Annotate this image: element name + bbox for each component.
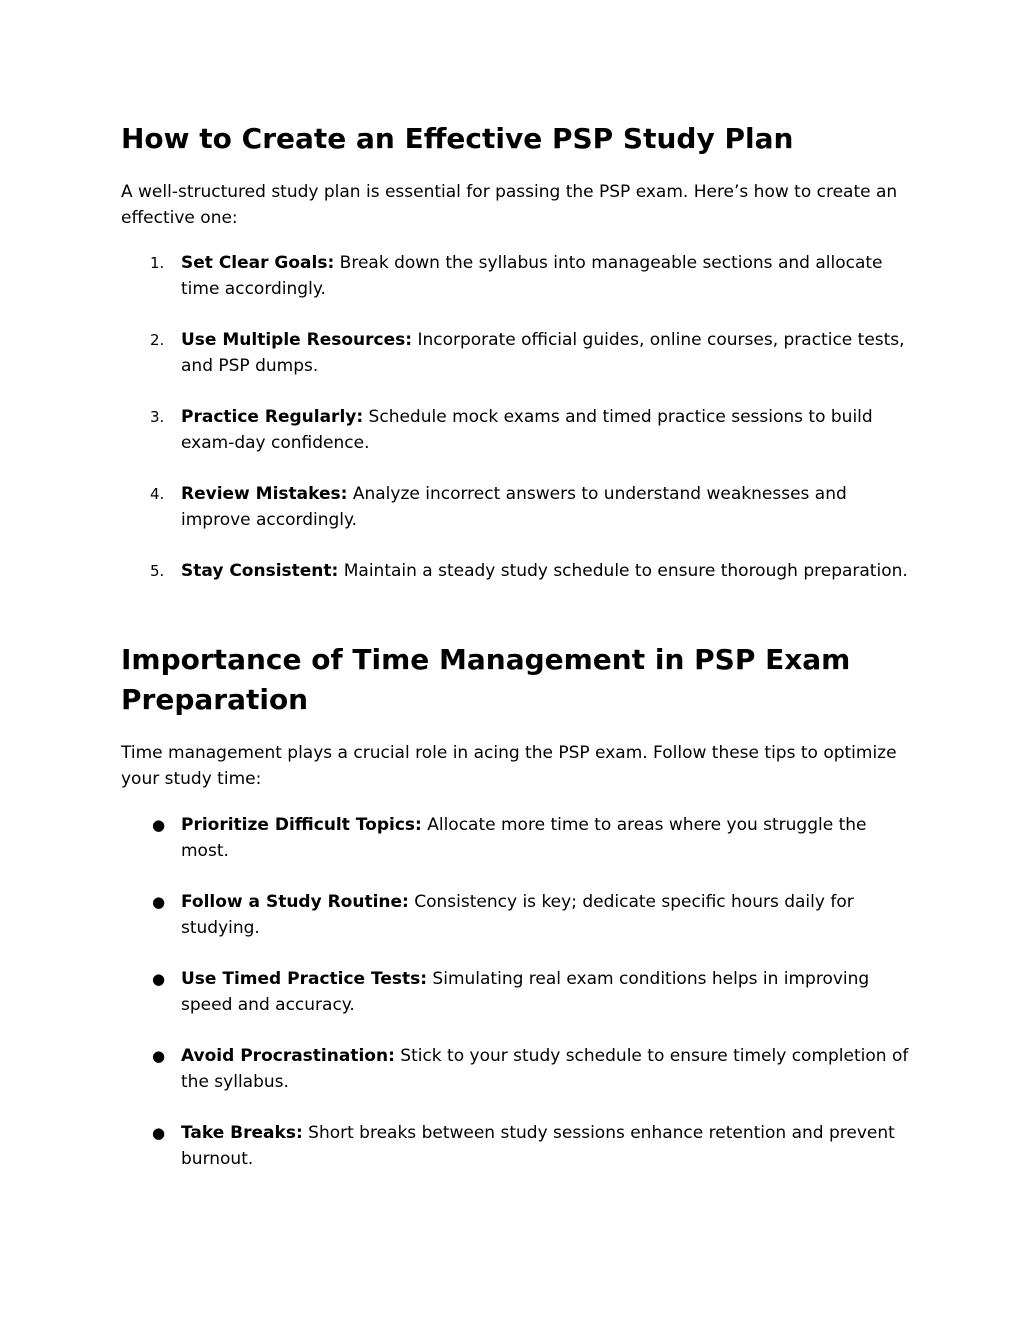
list-item (121, 889, 911, 941)
bullet-icon: ● (152, 1047, 166, 1065)
item-text: Maintain a steady study schedule to ensure thorough preparation. (338, 561, 908, 581)
list-number: 4. (150, 485, 165, 503)
list-item (121, 1043, 911, 1095)
item-text: Incorporate official guides, online courses, practice tests, and PSP dumps. (181, 330, 905, 376)
list-item (121, 481, 911, 533)
item-term: Stay Consistent: (181, 561, 339, 581)
list-number: 3. (150, 408, 165, 426)
item-term: Avoid Procrastination: (181, 1046, 395, 1066)
item-text: Stick to your study schedule to ensure timely completion of the syllabus. (181, 1046, 909, 1092)
item-term: Use Timed Practice Tests: (181, 969, 428, 989)
item-text: Schedule mock exams and timed practice sessions to build exam-day confidence. (181, 407, 873, 453)
list-item (121, 1120, 911, 1172)
item-term: Follow a Study Routine: (181, 892, 409, 912)
time-management-intro: Time management plays a crucial role in acing the PSP exam. Follow these tips to optimize your study time: (121, 743, 897, 789)
bullet-icon: ● (152, 1124, 166, 1142)
item-text: Break down the syllabus into manageable sections and allocate time accordingly. (181, 253, 883, 299)
study-plan-intro: A well-structured study plan is essential for passing the PSP exam. Here’s how to create an effective one: (121, 182, 898, 228)
list-number: 2. (150, 331, 165, 349)
list-number: 1. (150, 254, 165, 272)
item-term: Prioritize Difficult Topics: (181, 815, 422, 835)
study-plan-list (121, 250, 911, 609)
item-term: Practice Regularly: (181, 407, 364, 427)
list-number: 5. (150, 562, 165, 580)
list-item (121, 327, 911, 379)
bullet-icon: ● (152, 970, 166, 988)
item-term: Take Breaks: (181, 1123, 303, 1143)
item-text: Consistency is key; dedicate specific hours daily for studying. (181, 892, 854, 938)
section-heading-study-plan: How to Create an Effective PSP Study Plan (121, 122, 794, 155)
list-item (121, 250, 911, 302)
section-heading-time-management: Importance of Time Management in PSP Exam Preparation (121, 643, 851, 716)
list-item (121, 812, 911, 864)
bullet-icon: ● (152, 816, 166, 834)
bullet-icon: ● (152, 893, 166, 911)
list-item (121, 966, 911, 1018)
item-term: Review Mistakes: (181, 484, 348, 504)
item-text: Allocate more time to areas where you struggle the most. (181, 815, 867, 861)
item-text: Analyze incorrect answers to understand weaknesses and improve accordingly. (181, 484, 847, 530)
item-term: Set Clear Goals: (181, 253, 335, 273)
list-item (121, 404, 911, 456)
time-management-list (121, 812, 911, 1197)
list-item (121, 558, 911, 584)
item-text: Simulating real exam conditions helps in improving speed and accuracy. (181, 969, 870, 1015)
item-term: Use Multiple Resources: (181, 330, 413, 350)
item-text: Short breaks between study sessions enhance retention and prevent burnout. (181, 1123, 895, 1169)
